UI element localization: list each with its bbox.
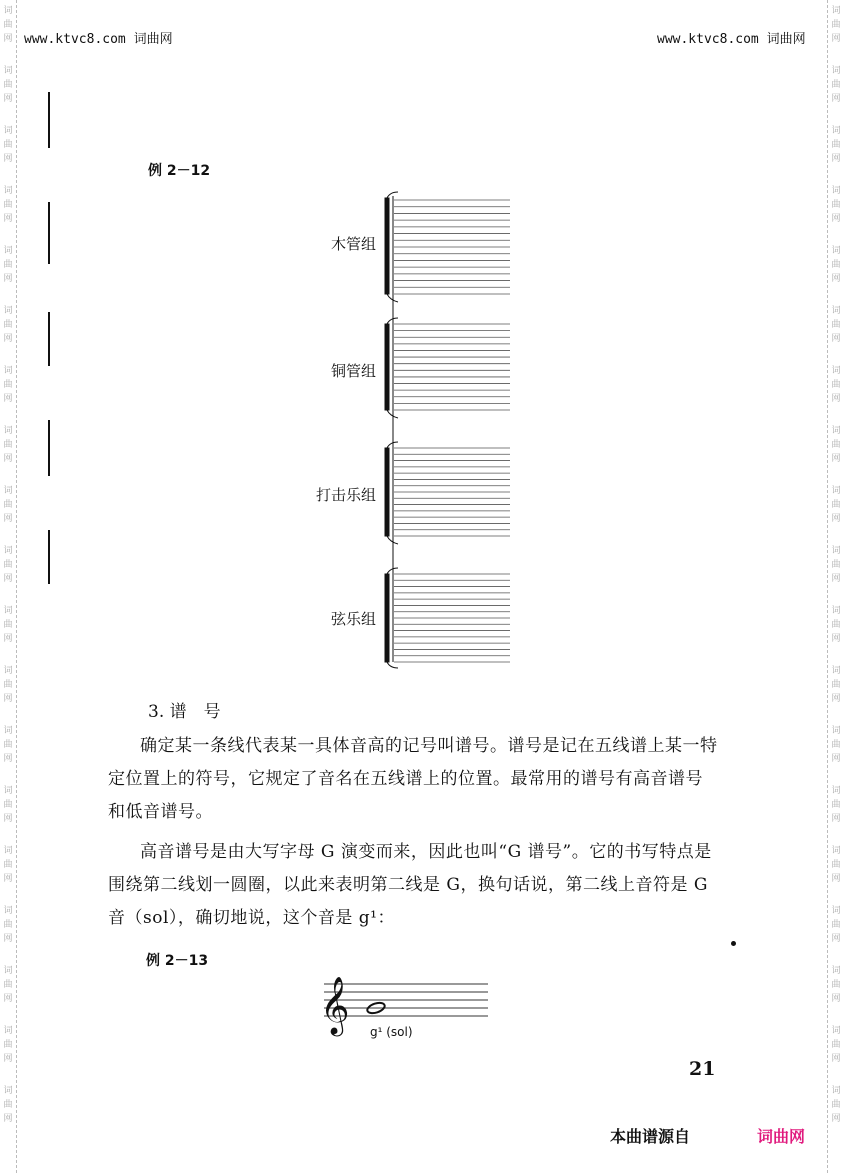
margin-watermark-char: 网 (831, 1054, 841, 1064)
margin-watermark-char: 词 (3, 846, 13, 856)
margin-watermark-char: 词 (831, 546, 841, 556)
margin-watermark-char: 曲 (831, 800, 841, 810)
margin-watermark-char: 词 (831, 6, 841, 16)
margin-watermark-char: 曲 (831, 620, 841, 630)
margin-watermark-char: 曲 (3, 560, 13, 570)
margin-bar (48, 530, 50, 584)
margin-watermark-char: 词 (831, 726, 841, 736)
margin-watermark-char: 曲 (831, 20, 841, 30)
margin-watermark-char: 网 (831, 574, 841, 584)
margin-watermark (0, 544, 16, 586)
margin-watermark-char: 网 (3, 694, 13, 704)
left-margin-strip (0, 0, 17, 1173)
margin-watermark-char: 曲 (3, 260, 13, 270)
bracket (385, 324, 389, 410)
margin-watermark-char: 曲 (3, 320, 13, 330)
margin-watermark-char: 网 (3, 874, 13, 884)
margin-watermark-char: 曲 (831, 380, 841, 390)
margin-watermark (0, 904, 16, 946)
margin-watermark (828, 64, 844, 106)
margin-watermark-char: 词 (3, 966, 13, 976)
margin-watermark-char: 网 (3, 274, 13, 284)
margin-watermark-char: 曲 (831, 440, 841, 450)
margin-watermark-char: 曲 (831, 80, 841, 90)
margin-watermark (0, 124, 16, 166)
margin-watermark-char: 网 (3, 934, 13, 944)
margin-watermark-char: 网 (831, 694, 841, 704)
margin-watermark-char: 网 (831, 874, 841, 884)
margin-watermark-char: 曲 (3, 740, 13, 750)
margin-watermark-char: 网 (831, 1114, 841, 1124)
margin-watermark-char: 网 (3, 94, 13, 104)
paragraph: 确定某一条线代表某一具体音高的记号叫谱号。谱号是记在五线谱上某一特定位置上的符号，它规定了音名在五线谱上的位置。最常用的谱号有高音谱号和低音谱号。 (108, 736, 718, 822)
margin-watermark-char: 词 (831, 966, 841, 976)
margin-watermark (828, 964, 844, 1006)
margin-watermark (828, 124, 844, 166)
margin-watermark-char: 网 (3, 454, 13, 464)
margin-watermark-char: 网 (831, 154, 841, 164)
margin-watermark (0, 964, 16, 1006)
margin-watermark (0, 784, 16, 826)
margin-watermark-char: 词 (3, 426, 13, 436)
margin-watermark-char: 词 (831, 486, 841, 496)
margin-watermark-char: 词 (831, 1026, 841, 1036)
margin-watermark-char: 曲 (3, 920, 13, 930)
example-label: 例 2－12 (148, 163, 211, 179)
margin-watermark-char: 曲 (3, 200, 13, 210)
margin-watermark-char: 词 (831, 846, 841, 856)
margin-watermark-char: 词 (831, 426, 841, 436)
margin-watermark-char: 曲 (3, 800, 13, 810)
margin-watermark (0, 64, 16, 106)
bracket (385, 198, 389, 294)
margin-watermark-char: 网 (3, 334, 13, 344)
margin-watermark-char: 词 (831, 1086, 841, 1096)
right-margin-strip (827, 0, 844, 1173)
margin-watermark-char: 曲 (3, 680, 13, 690)
margin-watermark-char: 网 (3, 574, 13, 584)
margin-watermark-char: 曲 (3, 440, 13, 450)
margin-watermark-char: 词 (3, 606, 13, 616)
margin-watermark-char: 词 (831, 366, 841, 376)
margin-watermark (828, 904, 844, 946)
margin-watermark-char: 词 (3, 366, 13, 376)
group-label-strings: 弦乐组 (330, 610, 376, 628)
margin-watermark-char: 词 (3, 6, 13, 16)
margin-watermark-char: 网 (831, 634, 841, 644)
margin-bar (48, 420, 50, 476)
margin-watermark-char: 曲 (831, 140, 841, 150)
margin-watermark-char: 网 (831, 274, 841, 284)
margin-watermark (828, 724, 844, 766)
margin-watermark-char: 曲 (3, 140, 13, 150)
margin-watermark-char: 词 (831, 606, 841, 616)
margin-watermark (0, 484, 16, 526)
orchestral-score-system (370, 190, 530, 670)
group-label-percussion: 打击乐组 (315, 486, 376, 504)
margin-watermark-char: 网 (831, 454, 841, 464)
margin-watermark-char: 词 (3, 1086, 13, 1096)
footer-source-text: 本曲谱源自 (610, 1127, 691, 1146)
margin-watermark-char: 曲 (831, 740, 841, 750)
margin-watermark-char: 曲 (3, 20, 13, 30)
margin-watermark (828, 4, 844, 46)
margin-watermark-char: 曲 (3, 500, 13, 510)
margin-watermark-char: 网 (3, 754, 13, 764)
margin-watermark (828, 184, 844, 226)
margin-watermark-char: 网 (3, 34, 13, 44)
paragraph: 高音谱号是由大写字母 G 演变而来，因此也叫“G 谱号”。它的书写特点是围绕第二线划一圆圈，以此来表明第二线是 G，换句话说，第二线上音符是 G 音（sol），确切地说，这个音是 g¹： (108, 842, 712, 928)
margin-watermark-char: 词 (3, 666, 13, 676)
margin-watermark (828, 544, 844, 586)
margin-watermark (828, 1084, 844, 1126)
margin-watermark-char: 曲 (831, 500, 841, 510)
margin-watermark (0, 1024, 16, 1066)
margin-watermark-char: 网 (831, 34, 841, 44)
margin-watermark-char: 词 (3, 786, 13, 796)
margin-watermark-char: 曲 (831, 260, 841, 270)
margin-watermark-char: 曲 (831, 980, 841, 990)
margin-watermark-char: 词 (831, 786, 841, 796)
margin-watermark (828, 664, 844, 706)
margin-watermark (0, 304, 16, 346)
margin-watermark-char: 曲 (831, 920, 841, 930)
page-number: 21 (689, 1058, 716, 1080)
margin-watermark-char: 网 (3, 214, 13, 224)
margin-watermark-char: 曲 (3, 380, 13, 390)
group-label-brass: 铜管组 (330, 362, 376, 380)
margin-watermark (828, 844, 844, 886)
margin-bar (48, 202, 50, 264)
margin-watermark (0, 184, 16, 226)
margin-watermark (828, 1024, 844, 1066)
treble-clef-icon: 𝄞 (320, 976, 350, 1034)
header-watermark-right[interactable]: www.ktvc8.com 词曲网 (657, 32, 806, 47)
margin-watermark-char: 词 (831, 126, 841, 136)
margin-watermark-char: 曲 (831, 680, 841, 690)
section-heading: 3. 谱 号 (148, 702, 221, 722)
margin-watermark-char: 词 (3, 126, 13, 136)
margin-watermark-char: 词 (831, 906, 841, 916)
margin-watermark-char: 词 (831, 66, 841, 76)
margin-watermark-char: 曲 (831, 560, 841, 570)
margin-watermark-char: 网 (3, 994, 13, 1004)
margin-watermark-char: 词 (3, 66, 13, 76)
margin-watermark-char: 网 (3, 1054, 13, 1064)
margin-watermark-char: 网 (831, 934, 841, 944)
margin-watermark-char: 网 (831, 814, 841, 824)
margin-watermark-char: 词 (831, 186, 841, 196)
margin-watermark-char: 词 (831, 246, 841, 256)
margin-watermark (828, 364, 844, 406)
bracket (385, 448, 389, 536)
margin-watermark (0, 844, 16, 886)
stray-dot (731, 941, 736, 946)
margin-watermark-char: 词 (3, 306, 13, 316)
margin-watermark-char: 曲 (3, 1100, 13, 1110)
margin-watermark-char: 网 (831, 94, 841, 104)
header-watermark-left[interactable]: www.ktvc8.com 词曲网 (24, 32, 173, 47)
margin-watermark (0, 724, 16, 766)
margin-watermark-char: 网 (831, 754, 841, 764)
margin-watermark (828, 244, 844, 286)
margin-watermark-char: 曲 (831, 320, 841, 330)
margin-watermark-char: 曲 (3, 1040, 13, 1050)
note-label: g¹ (sol) (370, 1025, 413, 1039)
margin-watermark-char: 网 (3, 514, 13, 524)
margin-watermark (0, 424, 16, 466)
margin-watermark-char: 曲 (3, 80, 13, 90)
margin-watermark-char: 曲 (831, 1100, 841, 1110)
margin-watermark (0, 604, 16, 646)
margin-watermark-char: 词 (3, 486, 13, 496)
margin-watermark-char: 词 (3, 906, 13, 916)
margin-watermark-char: 网 (3, 154, 13, 164)
margin-watermark-char: 曲 (3, 620, 13, 630)
margin-watermark-char: 网 (831, 994, 841, 1004)
margin-bar (48, 92, 50, 148)
margin-watermark-char: 词 (831, 306, 841, 316)
margin-watermark (0, 364, 16, 406)
margin-watermark-char: 曲 (3, 860, 13, 870)
margin-watermark-char: 网 (3, 394, 13, 404)
footer-brand-link[interactable]: 词曲网 (757, 1127, 806, 1146)
margin-watermark-char: 词 (3, 546, 13, 556)
margin-watermark-char: 网 (3, 1114, 13, 1124)
margin-watermark-char: 网 (3, 634, 13, 644)
margin-watermark (828, 424, 844, 466)
margin-watermark-char: 网 (831, 334, 841, 344)
bracket (385, 574, 389, 662)
margin-watermark (828, 784, 844, 826)
margin-watermark (828, 484, 844, 526)
margin-watermark (0, 1084, 16, 1126)
margin-watermark-char: 词 (3, 186, 13, 196)
margin-watermark-char: 网 (831, 214, 841, 224)
margin-watermark-char: 词 (3, 1026, 13, 1036)
margin-watermark-char: 网 (3, 814, 13, 824)
group-label-woodwind: 木管组 (330, 235, 376, 253)
margin-watermark (828, 604, 844, 646)
margin-watermark-char: 词 (3, 246, 13, 256)
margin-bar (48, 312, 50, 366)
margin-watermark-char: 曲 (831, 860, 841, 870)
margin-watermark-char: 曲 (831, 200, 841, 210)
margin-watermark-char: 网 (831, 514, 841, 524)
example-label: 例 2－13 (146, 953, 209, 969)
margin-watermark-char: 曲 (831, 1040, 841, 1050)
margin-watermark (828, 304, 844, 346)
margin-watermark-char: 网 (831, 394, 841, 404)
body-text (108, 730, 718, 935)
margin-watermark-char: 词 (831, 666, 841, 676)
margin-watermark (0, 664, 16, 706)
margin-watermark-char: 词 (3, 726, 13, 736)
margin-watermark (0, 4, 16, 46)
margin-watermark-char: 曲 (3, 980, 13, 990)
margin-watermark (0, 244, 16, 286)
